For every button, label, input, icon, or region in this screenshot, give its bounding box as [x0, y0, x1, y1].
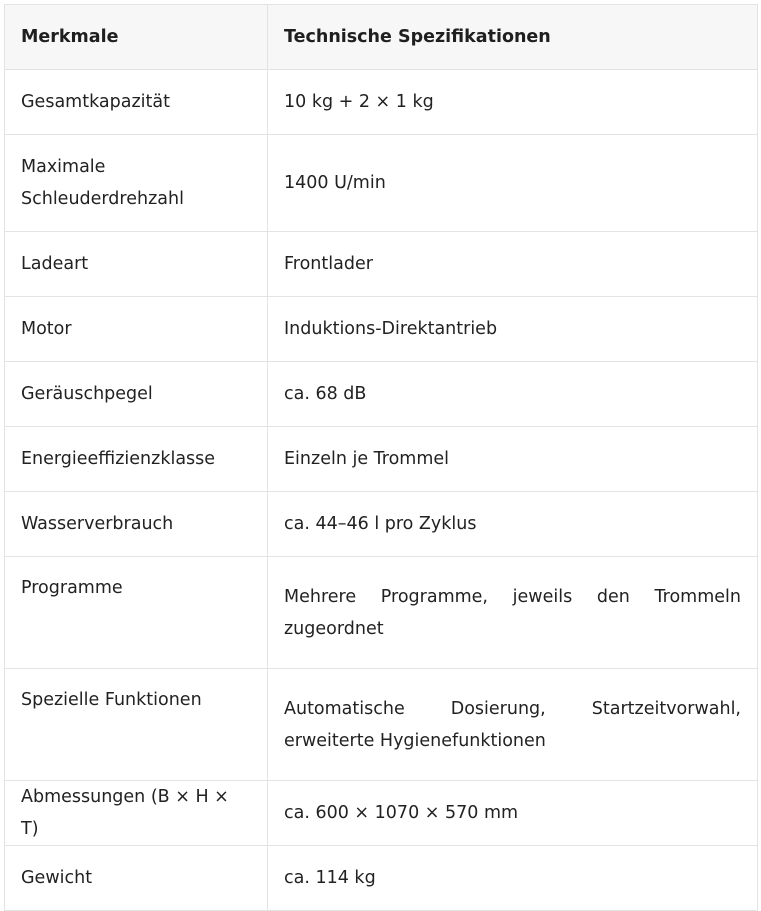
spec-cell: Automatische Dosierung, Startzeitvorwahl, erweiterte Hygienefunktionen [268, 669, 758, 781]
feature-cell: Wasserverbrauch [5, 492, 268, 557]
table-row [5, 297, 758, 362]
spec-cell: Mehrere Programme, jeweils den Trommeln zugeordnet [268, 557, 758, 669]
spec-cell: ca. 600 × 1070 × 570 mm [268, 781, 758, 846]
table-row [5, 135, 758, 232]
spec-table-container [4, 4, 758, 911]
spec-cell: Einzeln je Trommel [268, 427, 758, 492]
feature-cell: Gewicht [5, 846, 268, 911]
feature-cell: Spezielle Funktionen [5, 669, 268, 781]
spec-table [4, 4, 758, 911]
feature-cell: Ladeart [5, 232, 268, 297]
feature-cell: Abmessungen (B × H × T) [5, 781, 268, 846]
table-row [5, 362, 758, 427]
feature-cell: Gesamtkapazität [5, 70, 268, 135]
spec-cell: ca. 44–46 l pro Zyklus [268, 492, 758, 557]
table-row [5, 669, 758, 781]
header-row [5, 5, 758, 70]
header-feature: Merkmale [5, 5, 268, 70]
header-spec: Technische Spezifikationen [268, 5, 758, 70]
table-row [5, 846, 758, 911]
spec-cell: ca. 68 dB [268, 362, 758, 427]
table-row [5, 427, 758, 492]
spec-cell: Induktions-Direktantrieb [268, 297, 758, 362]
spec-cell: Frontlader [268, 232, 758, 297]
table-row [5, 70, 758, 135]
table-row [5, 557, 758, 669]
spec-cell: 10 kg + 2 × 1 kg [268, 70, 758, 135]
feature-cell: Maximale Schleuderdrehzahl [5, 135, 268, 232]
table-row [5, 492, 758, 557]
spec-cell: ca. 114 kg [268, 846, 758, 911]
feature-cell: Motor [5, 297, 268, 362]
spec-cell: 1400 U/min [268, 135, 758, 232]
table-row [5, 232, 758, 297]
table-row [5, 781, 758, 846]
feature-cell: Geräuschpegel [5, 362, 268, 427]
feature-cell: Energieeffizienzklasse [5, 427, 268, 492]
feature-cell: Programme [5, 557, 268, 669]
